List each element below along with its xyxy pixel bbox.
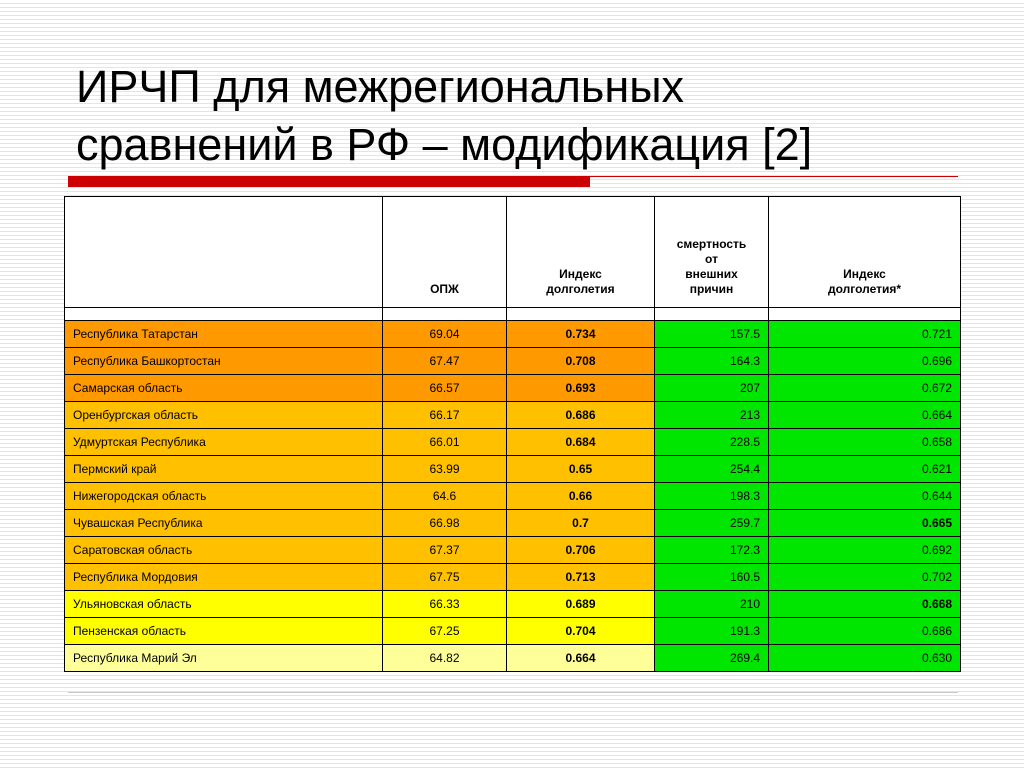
cell-opzh: 67.75 — [383, 564, 507, 591]
cell-longevity-index: 0.734 — [507, 321, 655, 348]
table-body — [65, 321, 961, 672]
header-mortality-line1: смертность — [676, 237, 747, 251]
cell-longevity-index: 0.706 — [507, 537, 655, 564]
cell-external-mortality: 160.5 — [655, 564, 769, 591]
cell-external-mortality: 198.3 — [655, 483, 769, 510]
cell-longevity-index: 0.686 — [507, 402, 655, 429]
cell-opzh: 64.82 — [383, 645, 507, 672]
cell-external-mortality: 254.4 — [655, 456, 769, 483]
cell-adjusted-index: 0.621 — [769, 456, 961, 483]
header-adjusted-index-line2: долголетия* — [827, 282, 902, 296]
cell-opzh: 67.47 — [383, 348, 507, 375]
cell-external-mortality: 172.3 — [655, 537, 769, 564]
cell-region: Ульяновская область — [65, 591, 383, 618]
cell-adjusted-index: 0.630 — [769, 645, 961, 672]
cell-longevity-index: 0.684 — [507, 429, 655, 456]
cell-external-mortality: 259.7 — [655, 510, 769, 537]
cell-region: Пермский край — [65, 456, 383, 483]
cell-opzh: 66.33 — [383, 591, 507, 618]
table-row — [65, 402, 961, 429]
cell-region: Удмуртская Республика — [65, 429, 383, 456]
cell-external-mortality: 157.5 — [655, 321, 769, 348]
cell-opzh: 66.57 — [383, 375, 507, 402]
gap-cell — [507, 308, 655, 321]
cell-opzh: 64.6 — [383, 483, 507, 510]
table-row — [65, 510, 961, 537]
cell-external-mortality: 164.3 — [655, 348, 769, 375]
title-underline-bar — [68, 176, 590, 187]
cell-adjusted-index: 0.644 — [769, 483, 961, 510]
table-row — [65, 645, 961, 672]
table-row — [65, 591, 961, 618]
cell-longevity-index: 0.689 — [507, 591, 655, 618]
gap-cell — [383, 308, 507, 321]
cell-region: Чувашская Республика — [65, 510, 383, 537]
header-region — [65, 197, 383, 308]
header-mortality-line3: внешних — [685, 267, 738, 281]
header-opzh-label: ОПЖ — [430, 282, 459, 296]
slide-title-line-1: ИРЧП для межрегиональных — [76, 61, 685, 112]
cell-region: Нижегородская область — [65, 483, 383, 510]
title-underline-thin — [590, 176, 958, 177]
header-mortality-line2: от — [705, 252, 718, 266]
cell-region: Пензенская область — [65, 618, 383, 645]
header-external-mortality — [655, 197, 769, 308]
cell-longevity-index: 0.704 — [507, 618, 655, 645]
cell-adjusted-index: 0.664 — [769, 402, 961, 429]
header-longevity-index-line1: Индекс — [559, 267, 602, 281]
cell-adjusted-index: 0.692 — [769, 537, 961, 564]
cell-opzh: 66.17 — [383, 402, 507, 429]
header-gap-row — [65, 308, 961, 321]
cell-longevity-index: 0.66 — [507, 483, 655, 510]
longevity-table — [64, 196, 961, 672]
footer-divider — [68, 692, 958, 693]
header-opzh — [383, 197, 507, 308]
header-adjusted-index-line1: Индекс — [843, 267, 886, 281]
header-mortality-line4: причин — [689, 282, 734, 296]
cell-external-mortality: 269.4 — [655, 645, 769, 672]
cell-region: Саратовская область — [65, 537, 383, 564]
cell-longevity-index: 0.708 — [507, 348, 655, 375]
cell-longevity-index: 0.713 — [507, 564, 655, 591]
cell-external-mortality: 191.3 — [655, 618, 769, 645]
header-longevity-index — [507, 197, 655, 308]
header-longevity-index-line2: долголетия — [546, 282, 615, 296]
cell-adjusted-index: 0.721 — [769, 321, 961, 348]
cell-region: Республика Марий Эл — [65, 645, 383, 672]
cell-opzh: 69.04 — [383, 321, 507, 348]
cell-opzh: 63.99 — [383, 456, 507, 483]
cell-region: Республика Мордовия — [65, 564, 383, 591]
gap-cell — [655, 308, 769, 321]
cell-external-mortality: 210 — [655, 591, 769, 618]
cell-adjusted-index: 0.658 — [769, 429, 961, 456]
slide-title-line-2: сравнений в РФ – модификация [2] — [76, 119, 813, 170]
slide-title — [76, 58, 1006, 174]
cell-adjusted-index: 0.686 — [769, 618, 961, 645]
table-row — [65, 375, 961, 402]
header-adjusted-longevity-index — [769, 197, 961, 308]
cell-adjusted-index: 0.668 — [769, 591, 961, 618]
table-row — [65, 348, 961, 375]
cell-region: Самарская область — [65, 375, 383, 402]
cell-longevity-index: 0.693 — [507, 375, 655, 402]
table-row — [65, 537, 961, 564]
gap-cell — [65, 308, 383, 321]
cell-external-mortality: 213 — [655, 402, 769, 429]
cell-region: Республика Татарстан — [65, 321, 383, 348]
cell-opzh: 67.25 — [383, 618, 507, 645]
cell-opzh: 66.98 — [383, 510, 507, 537]
cell-adjusted-index: 0.665 — [769, 510, 961, 537]
cell-external-mortality: 207 — [655, 375, 769, 402]
cell-adjusted-index: 0.702 — [769, 564, 961, 591]
cell-region: Республика Башкортостан — [65, 348, 383, 375]
table-row — [65, 321, 961, 348]
table-row — [65, 618, 961, 645]
cell-adjusted-index: 0.696 — [769, 348, 961, 375]
table-header-row — [65, 197, 961, 308]
cell-longevity-index: 0.7 — [507, 510, 655, 537]
gap-cell — [769, 308, 961, 321]
cell-longevity-index: 0.65 — [507, 456, 655, 483]
table-row — [65, 483, 961, 510]
cell-opzh: 66.01 — [383, 429, 507, 456]
cell-region: Оренбургская область — [65, 402, 383, 429]
table-row — [65, 564, 961, 591]
table-row — [65, 429, 961, 456]
cell-adjusted-index: 0.672 — [769, 375, 961, 402]
cell-opzh: 67.37 — [383, 537, 507, 564]
cell-longevity-index: 0.664 — [507, 645, 655, 672]
table-row — [65, 456, 961, 483]
cell-external-mortality: 228.5 — [655, 429, 769, 456]
